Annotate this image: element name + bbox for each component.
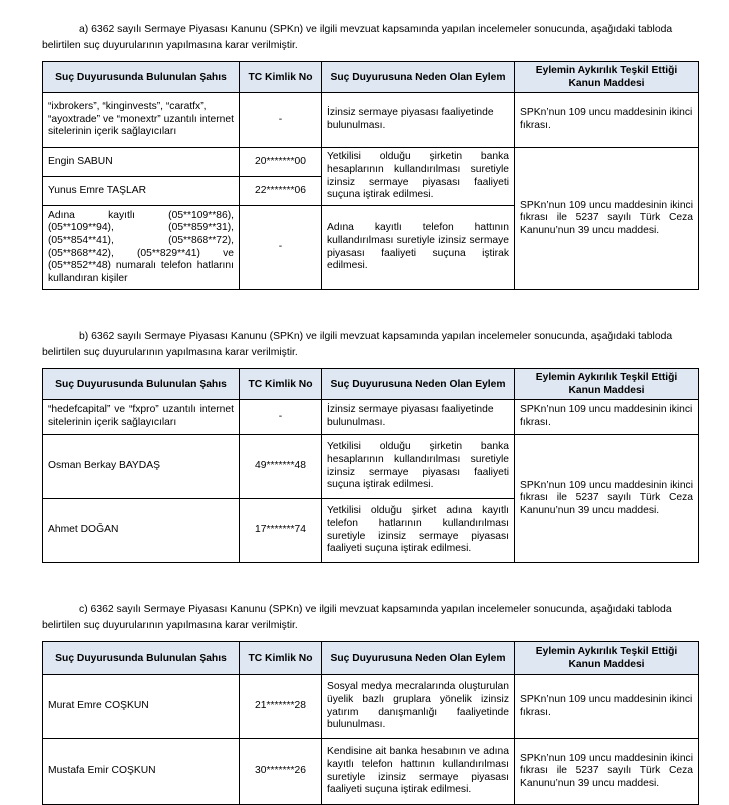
person-cell: Engin SABUN	[43, 148, 240, 177]
person-cell: Osman Berkay BAYDAŞ	[43, 435, 240, 499]
tc-cell: 22*******06	[240, 177, 322, 206]
person-cell: Yunus Emre TAŞLAR	[43, 177, 240, 206]
table-row	[43, 148, 699, 177]
section-label: c)	[79, 604, 88, 615]
law-cell: SPKn’nun 109 uncu maddesinin ikinci fıkrası ile 5237 sayılı Türk Ceza Kanunu’nun 39 uncu maddesi.	[515, 739, 699, 805]
section-label: a)	[79, 24, 89, 35]
law-cell: SPKn’nun 109 uncu maddesinin ikinci fıkrası ile 5237 sayılı Türk Ceza Kanunu’nun 39 uncu maddesi.	[515, 435, 699, 563]
criminal-complaints-table	[42, 61, 699, 290]
header-tc: TC Kimlik No	[240, 62, 322, 93]
action-cell: Adına kayıtlı telefon hattının kullandırılması suretiyle izinsiz sermaye piyasası faaliyeti suçuna iştirak edilmesi.	[322, 206, 515, 290]
header-action: Suç Duyurusuna Neden Olan Eylem	[322, 369, 515, 400]
header-law: Eylemin Aykırılık Teşkil Ettiği Kanun Maddesi	[515, 62, 699, 93]
action-cell: İzinsiz sermaye piyasası faaliyetinde bulunulması.	[322, 400, 515, 435]
table-row	[43, 435, 699, 499]
header-law: Eylemin Aykırılık Teşkil Ettiği Kanun Maddesi	[515, 642, 699, 675]
person-cell: “ixbrokers”, “kinginvests”, “caratfx”, “ayoxtrade” ve “monextr” uzantılı internet sitelerinin içerik sağlayıcıları	[43, 93, 240, 148]
section-label: b)	[79, 331, 89, 342]
criminal-complaints-table	[42, 641, 699, 805]
header-person: Suç Duyurusunda Bulunulan Şahıs	[43, 62, 240, 93]
table-row	[43, 400, 699, 435]
table-row	[43, 93, 699, 148]
tc-cell: -	[240, 93, 322, 148]
header-person: Suç Duyurusunda Bulunulan Şahıs	[43, 642, 240, 675]
table-row	[43, 675, 699, 739]
person-cell: Adına kayıtlı (05**109**86), (05**109**94), (05**859**31), (05**854**41), (05**868**72), (05**868**42), (05**829**41) ve (05**852**48) numaralı telefon hatlarını kullandıran kişiler	[43, 206, 240, 290]
section-b	[42, 329, 698, 563]
law-cell: SPKn’nun 109 uncu maddesinin ikinci fıkrası.	[515, 675, 699, 739]
action-cell: Sosyal medya mecralarında oluşturulan üyelik bazlı gruplara yönelik izinsiz yatırım danışmanlığı faaliyetinde bulunulması.	[322, 675, 515, 739]
header-action: Suç Duyurusuna Neden Olan Eylem	[322, 642, 515, 675]
tc-cell: 49*******48	[240, 435, 322, 499]
header-person: Suç Duyurusunda Bulunulan Şahıs	[43, 369, 240, 400]
section-c	[42, 602, 698, 805]
law-cell: SPKn’nun 109 uncu maddesinin ikinci fıkrası.	[515, 93, 699, 148]
header-law: Eylemin Aykırılık Teşkil Ettiği Kanun Maddesi	[515, 369, 699, 400]
section-intro	[42, 329, 698, 361]
section-intro	[42, 602, 698, 634]
intro-text: 6362 sayılı Sermaye Piyasası Kanunu (SPKn) ve ilgili mevzuat kapsamında yapılan incelemeler sonucunda, aşağıdaki tabloda belirtilen suç duyurularının yapılmasına karar verilmiştir.	[42, 331, 673, 358]
table-row	[43, 739, 699, 805]
person-cell: Mustafa Emir COŞKUN	[43, 739, 240, 805]
person-cell: “hedefcapital” ve “fxpro” uzantılı internet sitelerinin içerik sağlayıcıları	[43, 400, 240, 435]
tc-cell: -	[240, 206, 322, 290]
tc-cell: -	[240, 400, 322, 435]
section-a	[42, 22, 698, 290]
action-cell: İzinsiz sermaye piyasası faaliyetinde bulunulması.	[322, 93, 515, 148]
tc-cell: 21*******28	[240, 675, 322, 739]
tc-cell: 30*******26	[240, 739, 322, 805]
section-intro	[42, 22, 698, 54]
tc-cell: 17*******74	[240, 499, 322, 563]
header-tc: TC Kimlik No	[240, 369, 322, 400]
tc-cell: 20*******00	[240, 148, 322, 177]
person-cell: Murat Emre COŞKUN	[43, 675, 240, 739]
action-cell: Yetkilisi olduğu şirketin banka hesaplarının kullandırılması suretiyle izinsiz sermaye piyasası faaliyeti suçuna iştirak edilmesi.	[322, 435, 515, 499]
law-cell: SPKn’nun 109 uncu maddesinin ikinci fıkrası ile 5237 sayılı Türk Ceza Kanunu’nun 39 uncu maddesi.	[515, 148, 699, 290]
law-cell: SPKn’nun 109 uncu maddesinin ikinci fıkrası.	[515, 400, 699, 435]
header-action: Suç Duyurusuna Neden Olan Eylem	[322, 62, 515, 93]
intro-text: 6362 sayılı Sermaye Piyasası Kanunu (SPKn) ve ilgili mevzuat kapsamında yapılan incelemeler sonucunda, aşağıdaki tabloda belirtilen suç duyurularının yapılmasına karar verilmiştir.	[42, 24, 673, 51]
header-tc: TC Kimlik No	[240, 642, 322, 675]
action-cell: Yetkilisi olduğu şirketin banka hesaplarının kullandırılması suretiyle izinsiz sermaye piyasası faaliyeti suçuna iştirak edilmesi.	[322, 148, 515, 206]
person-cell: Ahmet DOĞAN	[43, 499, 240, 563]
action-cell: Yetkilisi olduğu şirket adına kayıtlı telefon hatlarının kullandırılması suretiyle izinsiz sermaye piyasası faaliyeti suçuna iştirak edilmesi.	[322, 499, 515, 563]
intro-text: 6362 sayılı Sermaye Piyasası Kanunu (SPKn) ve ilgili mevzuat kapsamında yapılan incelemeler sonucunda, aşağıdaki tabloda belirtilen suç duyurularının yapılmasına karar verilmiştir.	[42, 604, 672, 631]
criminal-complaints-table	[42, 368, 699, 563]
action-cell: Kendisine ait banka hesabının ve adına kayıtlı telefon hattının kullandırılması suretiyle izinsiz sermaye piyasası faaliyeti suçuna iştirak edilmesi.	[322, 739, 515, 805]
